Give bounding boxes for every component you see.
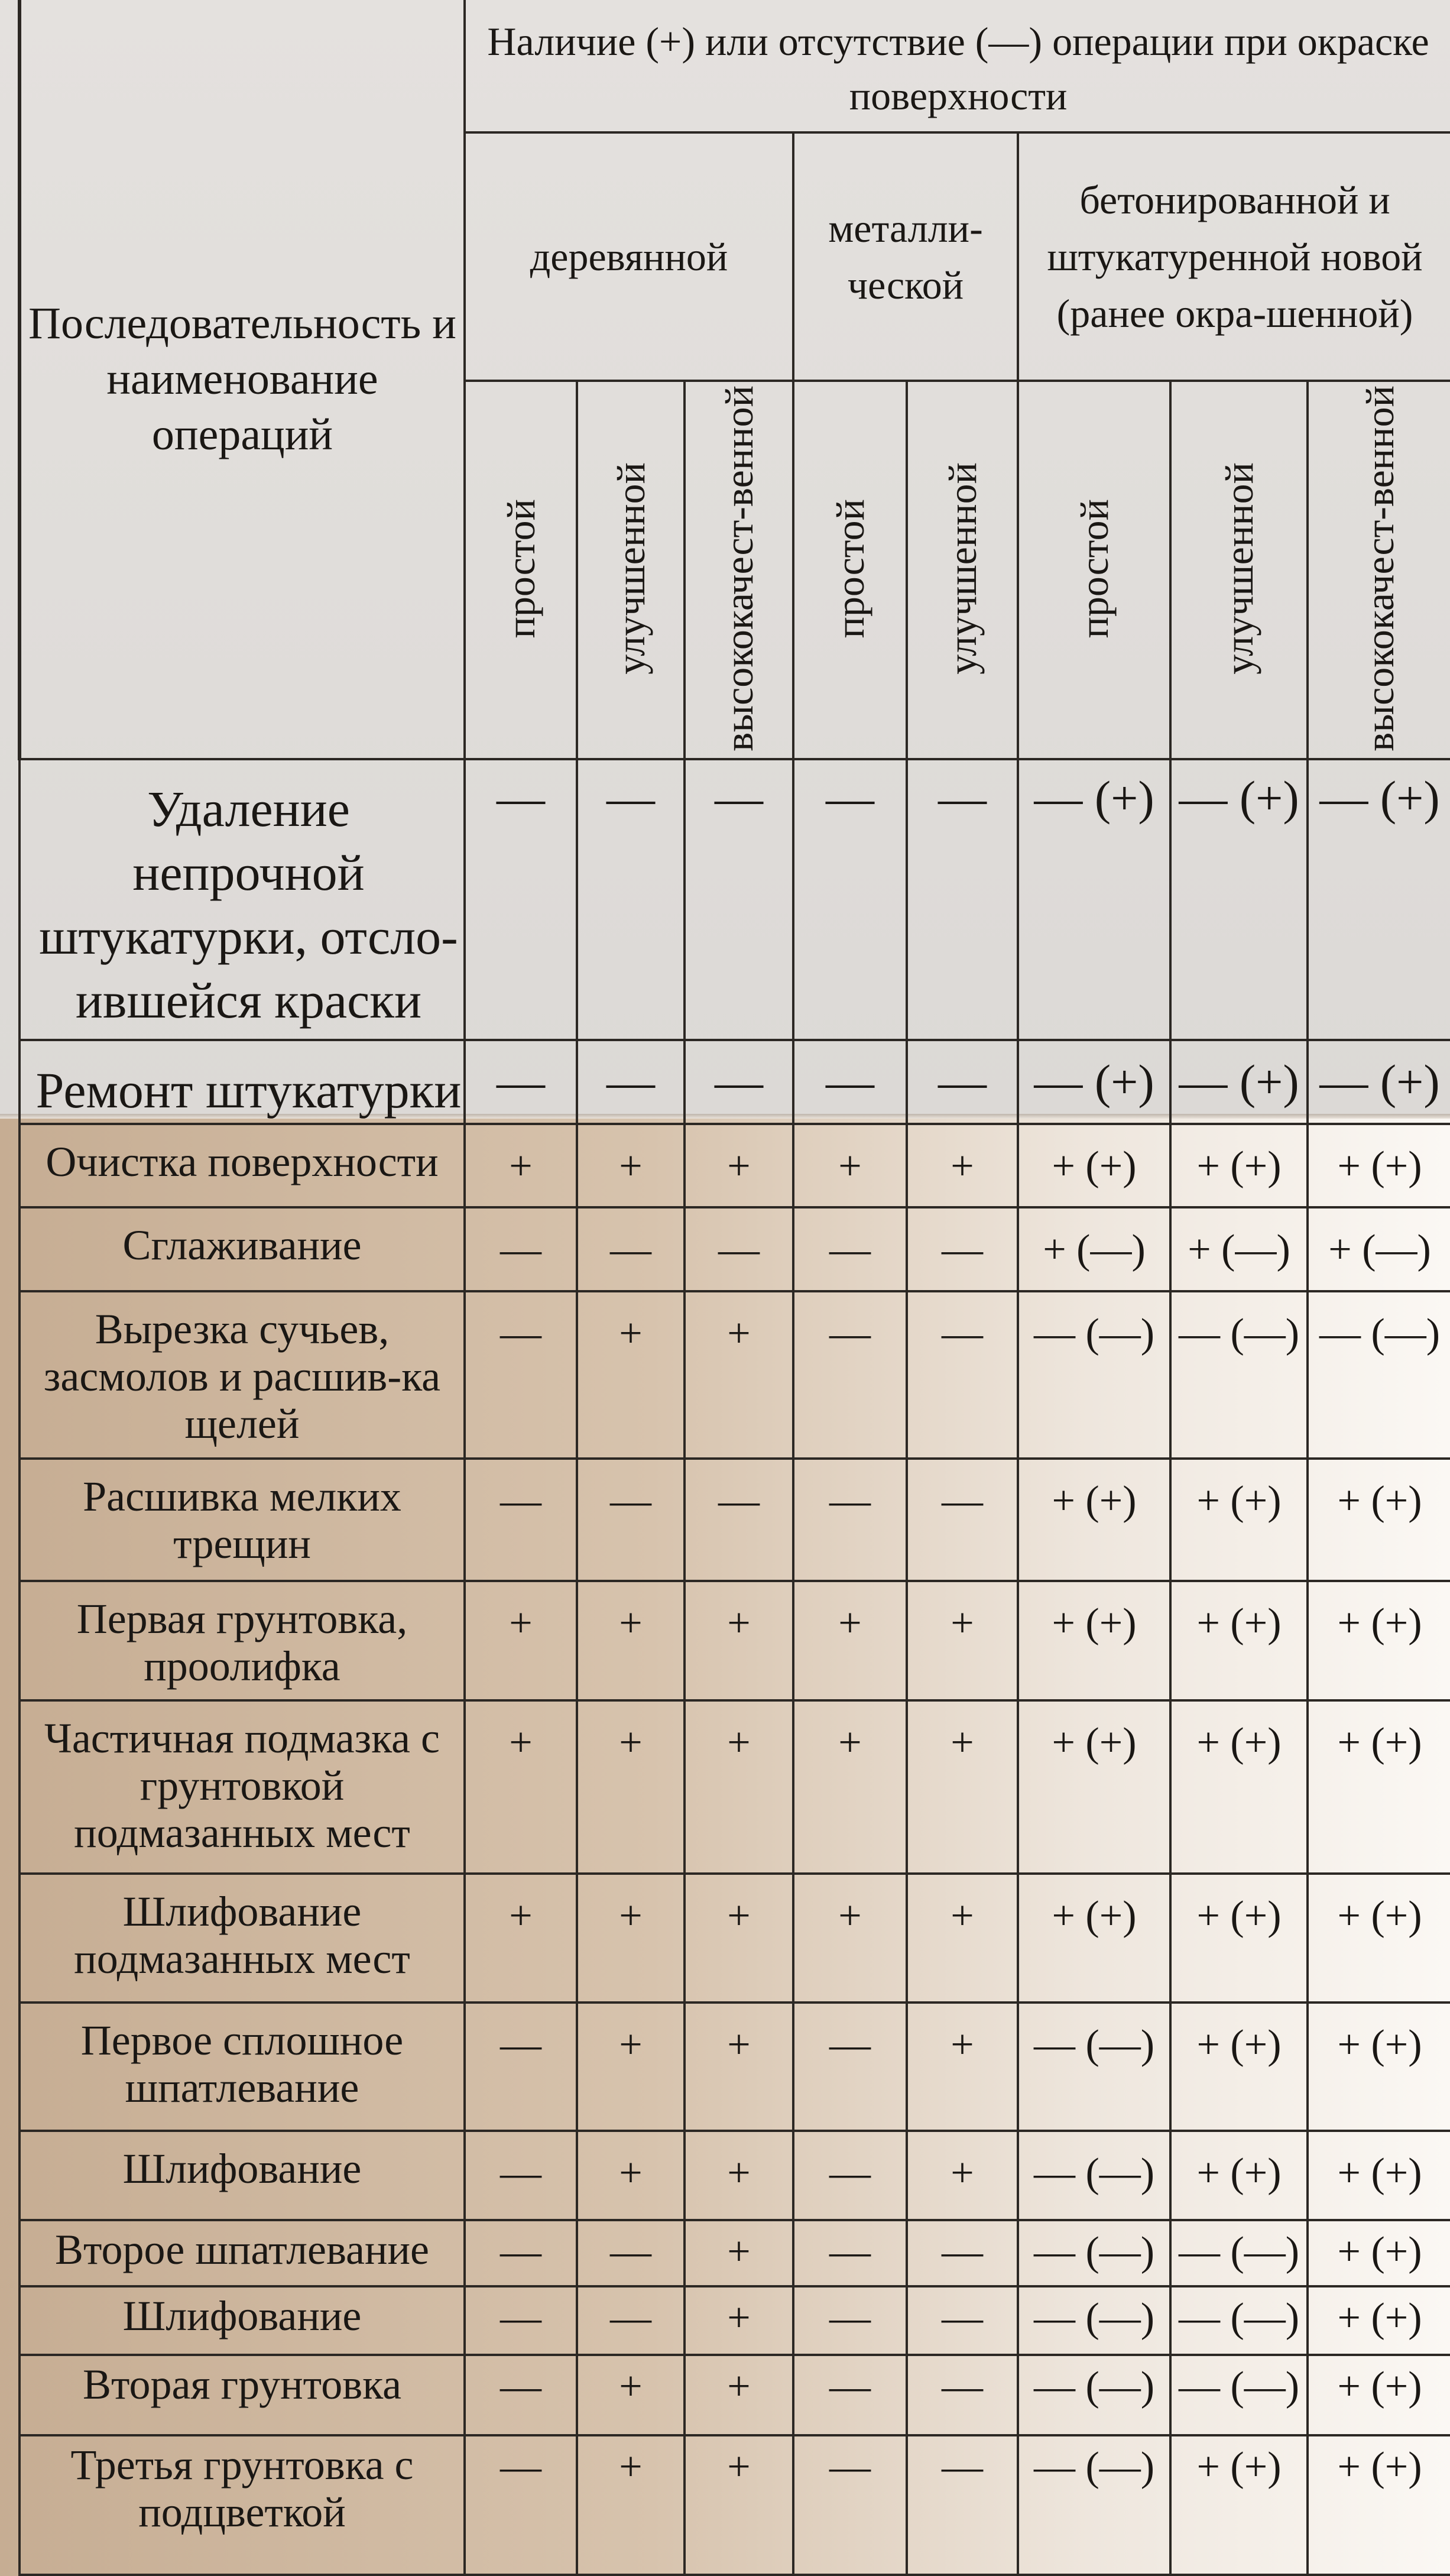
table-row: [20, 1291, 1450, 1459]
table-cell: —: [907, 1291, 1018, 1459]
table-cell: + (+): [1308, 2355, 1450, 2435]
table-cell: — (—): [1018, 2003, 1170, 2131]
table-cell: — (—): [1018, 2435, 1170, 2575]
table-row: [20, 2003, 1450, 2131]
table-row: [20, 2220, 1450, 2286]
table-cell: — (—): [1170, 2220, 1308, 2286]
table-cell: +: [907, 1874, 1018, 2002]
table-cell: + (+): [1308, 1874, 1450, 2002]
table-cell: +: [793, 1124, 907, 1208]
table-cell: +: [685, 1291, 793, 1459]
table-cell: —: [793, 1459, 907, 1581]
table-cell: —: [577, 1207, 685, 1291]
table-cell: —: [907, 1459, 1018, 1581]
table-cell: — (—): [1018, 2131, 1170, 2221]
table-row: [20, 2286, 1450, 2355]
table-cell: — (—): [1018, 2220, 1170, 2286]
table-cell: —: [465, 2131, 577, 2221]
table-cell: —: [793, 1207, 907, 1291]
subcolumn-header: улучшенной: [907, 381, 1018, 759]
table-cell: —: [793, 2435, 907, 2575]
table-row: [20, 2355, 1450, 2435]
table-cell: +: [685, 2131, 793, 2221]
table-cell: —: [685, 759, 793, 1040]
group-metal-header: металли-ческой: [793, 132, 1018, 381]
table-cell: +: [685, 1581, 793, 1700]
table-row: [20, 759, 1450, 1040]
table-cell: — (—): [1308, 1291, 1450, 1459]
table-cell: +: [907, 2003, 1018, 2131]
table-cell: — (+): [1018, 759, 1170, 1040]
table-cell: —: [465, 2286, 577, 2355]
table-cell: + (+): [1018, 1581, 1170, 1700]
table-row: [20, 2435, 1450, 2575]
table-cell: +: [907, 1124, 1018, 1208]
table-cell: —: [793, 2003, 907, 2131]
table-cell: —: [465, 1291, 577, 1459]
table-cell: + (+): [1308, 2003, 1450, 2131]
subcolumn-header: улучшенной: [1170, 381, 1308, 759]
table-cell: + (+): [1018, 1700, 1170, 1874]
table-cell: + (+): [1308, 2286, 1450, 2355]
table-cell: —: [577, 2286, 685, 2355]
table-cell: + (+): [1308, 2435, 1450, 2575]
table-cell: —: [577, 1459, 685, 1581]
table-cell: +: [685, 2355, 793, 2435]
table-cell: — (+): [1170, 1040, 1308, 1124]
table-cell: —: [793, 1291, 907, 1459]
operation-name: Третья грунтовка с подцветкой: [20, 2435, 465, 2575]
table-cell: +: [685, 2003, 793, 2131]
group-wooden-header: деревянной: [465, 132, 793, 381]
table-cell: — (—): [1170, 1291, 1308, 1459]
table-cell: +: [577, 2355, 685, 2435]
table-row: [20, 1700, 1450, 1874]
table-cell: —: [793, 2220, 907, 2286]
operation-name: Частичная подмазка с грунтовкой подмазанных мест: [20, 1700, 465, 1874]
table-cell: + (—): [1170, 1207, 1308, 1291]
table-cell: —: [465, 2355, 577, 2435]
subcolumn-header: простой: [465, 381, 577, 759]
operation-name: Вырезка сучьев, засмолов и расшив-ка щелей: [20, 1291, 465, 1459]
table-cell: —: [685, 1040, 793, 1124]
table-cell: +: [907, 1700, 1018, 1874]
table-cell: —: [577, 2220, 685, 2286]
table-cell: —: [465, 2435, 577, 2575]
table-cell: —: [793, 1040, 907, 1124]
table-cell: —: [465, 759, 577, 1040]
table-cell: + (—): [1308, 1207, 1450, 1291]
operation-name: Очистка поверхности: [20, 1124, 465, 1208]
table-cell: — (+): [1170, 759, 1308, 1040]
table-cell: + (+): [1018, 1874, 1170, 2002]
table-cell: —: [465, 2220, 577, 2286]
table-cell: + (+): [1308, 1581, 1450, 1700]
table-cell: —: [465, 1459, 577, 1581]
operation-name: Вторая грунтовка: [20, 2355, 465, 2435]
table-cell: +: [465, 1874, 577, 2002]
table-cell: +: [465, 1124, 577, 1208]
table-cell: —: [685, 1207, 793, 1291]
table-cell: + (+): [1018, 1459, 1170, 1581]
table-cell: +: [685, 1700, 793, 1874]
table-cell: — (+): [1308, 759, 1450, 1040]
table-cell: — (+): [1018, 1040, 1170, 1124]
table-cell: —: [907, 1040, 1018, 1124]
table-cell: + (+): [1308, 2131, 1450, 2221]
table-cell: —: [907, 759, 1018, 1040]
operations-column-header: Последовательность и наименование операций: [20, 0, 465, 759]
table-cell: +: [793, 1700, 907, 1874]
table-cell: +: [685, 2286, 793, 2355]
operation-name: Удаление непрочной штукатурки, отсло-ившейся краски: [20, 759, 465, 1040]
presence-header: Наличие (+) или отсутствие (—) операции при окраске поверхности: [465, 0, 1450, 132]
table-cell: —: [577, 1040, 685, 1124]
table-cell: — (—): [1018, 2355, 1170, 2435]
table-cell: +: [685, 1874, 793, 2002]
table-cell: — (—): [1018, 2286, 1170, 2355]
table-cell: + (+): [1170, 1459, 1308, 1581]
table-cell: —: [685, 1459, 793, 1581]
table-cell: + (+): [1170, 2003, 1308, 2131]
table-row: [20, 1459, 1450, 1581]
table-cell: —: [465, 2003, 577, 2131]
table-cell: + (+): [1170, 2435, 1308, 2575]
table-cell: —: [907, 2355, 1018, 2435]
table-cell: +: [907, 1581, 1018, 1700]
table-cell: +: [793, 1581, 907, 1700]
table-cell: —: [907, 2220, 1018, 2286]
subcolumn-header: улучшенной: [577, 381, 685, 759]
table-cell: +: [465, 1581, 577, 1700]
subcolumn-header: высококачест-венной: [1308, 381, 1450, 759]
operation-name: Сглаживание: [20, 1207, 465, 1291]
operation-name: Ремонт штукатурки: [20, 1040, 465, 1124]
table-cell: + (+): [1308, 2220, 1450, 2286]
subcolumn-header: простой: [1018, 381, 1170, 759]
table-cell: — (—): [1170, 2286, 1308, 2355]
table-row: [20, 1581, 1450, 1700]
table-row: [20, 1124, 1450, 1208]
table-row: [20, 1040, 1450, 1124]
table-cell: —: [907, 1207, 1018, 1291]
table-cell: + (+): [1170, 1700, 1308, 1874]
operation-name: Расшивка мелких трещин: [20, 1459, 465, 1581]
table-row: [20, 1207, 1450, 1291]
table-cell: +: [793, 1874, 907, 2002]
table-cell: + (+): [1170, 1124, 1308, 1208]
table-cell: +: [577, 2131, 685, 2221]
table-cell: —: [577, 759, 685, 1040]
table-cell: —: [907, 2286, 1018, 2355]
table-cell: + (+): [1170, 2131, 1308, 2221]
table-cell: —: [793, 2286, 907, 2355]
table-cell: — (—): [1018, 1291, 1170, 1459]
subcolumn-header: высококачест-венной: [685, 381, 793, 759]
table-row: [20, 1874, 1450, 2002]
group-concrete-header: бетонированной и штукатуренной новой (ранее окра-шенной): [1018, 132, 1450, 381]
table-row: [20, 2131, 1450, 2221]
table-cell: — (—): [1170, 2355, 1308, 2435]
table-cell: +: [907, 2131, 1018, 2221]
painting-operations-table: [18, 0, 1450, 2576]
table-cell: + (—): [1018, 1207, 1170, 1291]
operation-name: Первое сплошное шпатлевание: [20, 2003, 465, 2131]
operation-name: Шлифование: [20, 2131, 465, 2221]
table-cell: + (+): [1170, 1874, 1308, 2002]
table-cell: +: [577, 2003, 685, 2131]
table-cell: —: [465, 1207, 577, 1291]
table-cell: —: [793, 2131, 907, 2221]
table-cell: + (+): [1308, 1700, 1450, 1874]
table-cell: —: [465, 1040, 577, 1124]
operation-name: Первая грунтовка, проолифка: [20, 1581, 465, 1700]
table-cell: —: [907, 2435, 1018, 2575]
operation-name: Шлифование подмазанных мест: [20, 1874, 465, 2002]
table-cell: +: [577, 2435, 685, 2575]
table-cell: +: [577, 1291, 685, 1459]
table-cell: + (+): [1308, 1459, 1450, 1581]
table-cell: + (+): [1170, 1581, 1308, 1700]
table-cell: +: [685, 2220, 793, 2286]
table-cell: +: [685, 2435, 793, 2575]
table-cell: +: [685, 1124, 793, 1208]
subcolumn-header: простой: [793, 381, 907, 759]
operation-name: Второе шпатлевание: [20, 2220, 465, 2286]
table-cell: —: [793, 759, 907, 1040]
table-cell: +: [577, 1124, 685, 1208]
table-cell: —: [793, 2355, 907, 2435]
operation-name: Шлифование: [20, 2286, 465, 2355]
table-cell: + (+): [1308, 1124, 1450, 1208]
table-cell: +: [577, 1700, 685, 1874]
table-cell: — (+): [1308, 1040, 1450, 1124]
table-cell: +: [577, 1874, 685, 2002]
table-cell: +: [465, 1700, 577, 1874]
table-cell: +: [577, 1581, 685, 1700]
table-cell: + (+): [1018, 1124, 1170, 1208]
